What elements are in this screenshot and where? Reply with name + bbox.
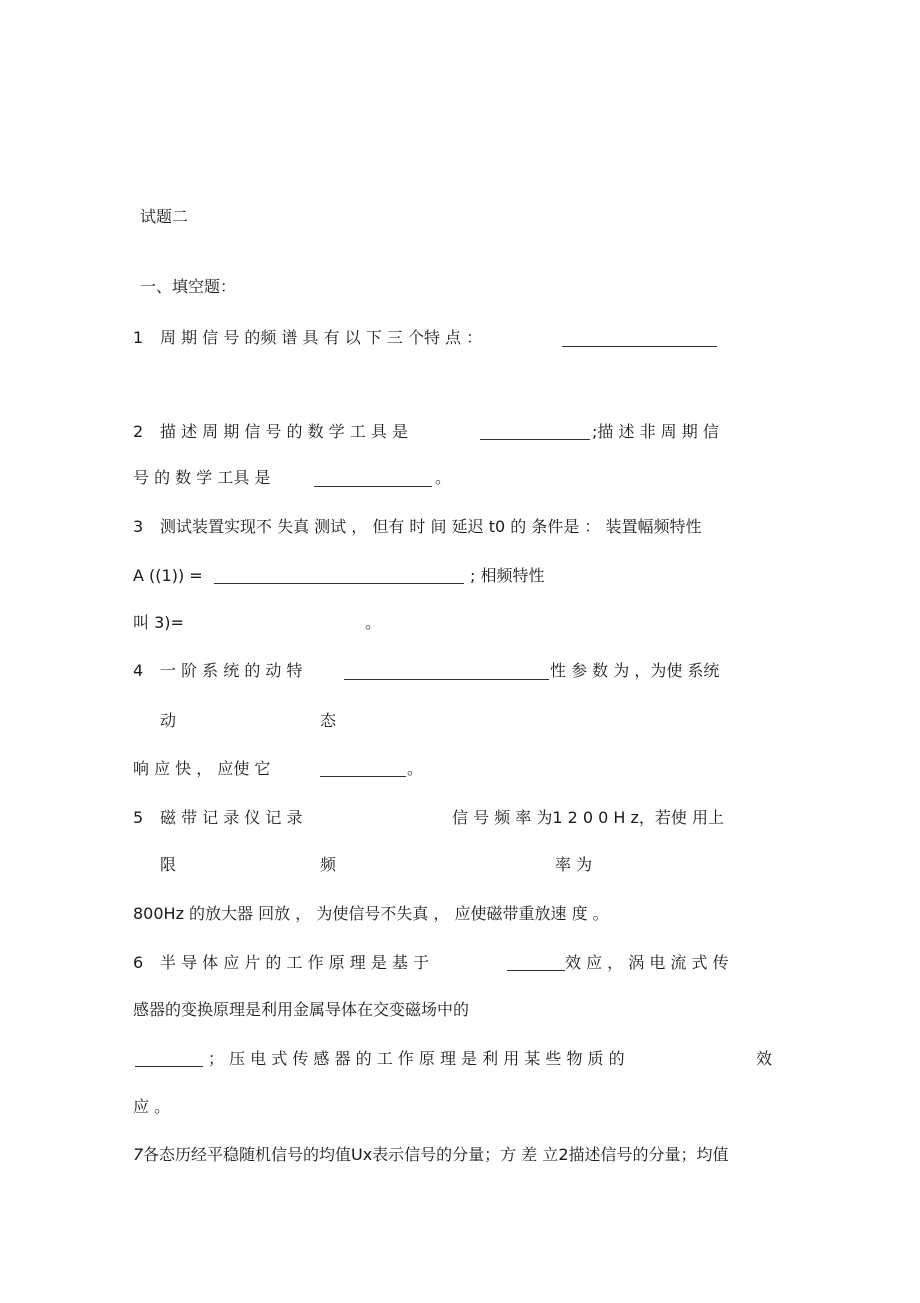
question-text: 测试装置实现不 失真 测试 ， 但有 时 间 延迟 t0 的 条件是 ： 装置幅频特性 [160,517,702,536]
question-number: 3 [133,517,144,536]
question-text: 动 [160,711,177,730]
answer-blank [320,776,406,777]
answer-blank [214,583,464,584]
question-text: 效 [756,1049,773,1068]
answer-blank [135,1066,203,1067]
answer-blank [507,970,565,971]
question-text: 限 [160,855,177,874]
question-text: 各态历经平稳随机信号的均值Ux表示信号的分量；方 差 立2描述信号的分量；均值 [143,1145,729,1164]
question-text: 号 的 数 学 工具 是 [133,468,271,487]
question-text: 信 号 频 率 为1 2 0 0 H z，若使 用上 [452,808,725,827]
question-text: 频 [320,855,337,874]
question-text: A ((1)) = [133,566,203,585]
question-text: 半 导 体 应 片 的 工 作 原 理 是 基 于 [160,953,430,972]
question-text: ； 压 电 式 传 感 器 的 工 作 原 理 是 利 用 某 些 物 质 的 [208,1049,625,1068]
question-text: 性 参 数 为 ，为使 系统 [550,661,720,680]
question-text: 。 [365,613,382,632]
question-text: 。 [407,759,424,778]
answer-blank [344,679,549,680]
question-number: 2 [133,422,144,441]
question-text: ;描 述 非 周 期 信 [592,422,719,441]
question-5-cont: 800Hz 的放大器 回放 ， 为使信号不失真 ， 应使磁带重放速 度 。 [133,904,609,923]
question-text: 响 应 快 ， 应使 它 [133,759,271,778]
question-text: ; 相频特性 [470,566,545,585]
question-text: 。 [435,468,452,487]
answer-blank [562,346,717,347]
question-text: 周 期 信 号 的频 谱 具 有 以 下 三 个特 点 ： [160,328,483,347]
question-text: 态 [320,711,337,730]
exam-title: 试题二 [140,207,189,226]
answer-blank [480,439,590,440]
question-text: 率 为 [555,855,593,874]
question-number: 5 [133,808,144,827]
question-6-cont: 应 。 [133,1097,171,1116]
question-number: 4 [133,661,144,680]
question-text: 描 述 周 期 信 号 的 数 学 工 具 是 [160,422,408,441]
question-number: 1 [133,328,144,347]
question-6-cont: 感器的变换原理是利用金属导体在交变磁场中的 [133,1000,470,1019]
question-text: 叫 3)= [133,613,184,632]
question-text: 一 阶 系 统 的 动 特 [160,661,303,680]
question-text: 效 应 ， 涡 电 流 式 传 [565,953,729,972]
question-number: 6 [133,953,144,972]
question-number: 7 [133,1145,144,1164]
section-heading: 一、填空题： [140,277,237,296]
question-text: 磁 带 记 录 仪 记 录 [160,808,303,827]
answer-blank [314,486,432,487]
